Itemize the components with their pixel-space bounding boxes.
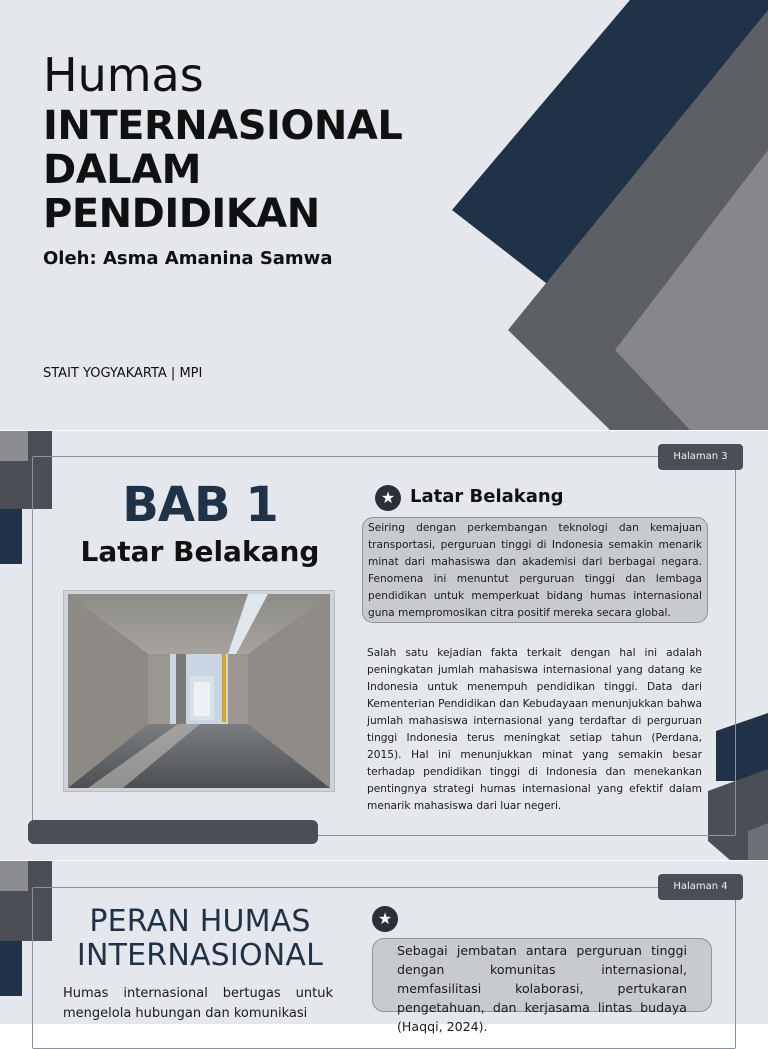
body-paragraph: Salah satu kejadian fakta terkait dengan hal ini adalah peningkatan jumlah mahasiswa internasional yang datang ke Indonesia untuk menempuh pendidikan tinggi. Data dari Kementerian Pendidikan dan Kebudayaan menunjukkan bahwa jumlah mahasiswa internasional yang terdaftar di perguruan tinggi Indonesia terus meningkat setiap tahun (Perdana, 2015). Hal ini menunjukkan minat yang semakin besar terhadap pendidikan tinggi di Indonesia dan menekankan pentingnya strategi humas internasional yang efektif dalam menarik mahasiswa dari luar negeri. — [367, 647, 702, 812]
cover-title — [43, 104, 402, 236]
bottom-bar — [28, 820, 318, 844]
chapter-number: BAB 1 — [122, 477, 278, 533]
page-label: Halaman 3 — [658, 444, 743, 470]
corner-square-navy — [0, 509, 22, 564]
star-icon: ★ — [372, 906, 398, 932]
corridor-image — [68, 594, 330, 788]
page-label: Halaman 4 — [658, 874, 743, 900]
section-heading: Latar Belakang — [410, 486, 564, 507]
highlight-box: Sebagai jembatan antara perguruan tinggi dengan komunitas internasional, memfasilitasi kolaborasi, pertukaran pengetahuan, dan kerjasama lintas budaya (Haqqi, 2024). — [372, 938, 712, 1012]
corner-square-navy — [0, 941, 22, 996]
corridor-photo — [63, 590, 335, 792]
corner-square-light — [0, 861, 28, 891]
cover-subtitle: Humas — [43, 48, 204, 102]
cover-page — [0, 0, 768, 430]
section-title — [60, 905, 340, 973]
cover-author: Oleh: Asma Amanina Samwa — [43, 248, 333, 269]
chapter-title: Latar Belakang — [80, 535, 320, 568]
star-icon: ★ — [375, 485, 401, 511]
cover-title-line: INTERNASIONAL — [43, 103, 403, 149]
section-title-line: INTERNASIONAL — [76, 938, 324, 973]
cover-title-line: PENDIDIKAN — [43, 191, 320, 237]
cover-title-line: DALAM — [43, 147, 201, 193]
corner-square-light — [0, 431, 28, 461]
section-title-line: PERAN HUMAS — [89, 904, 311, 939]
highlight-box: Seiring dengan perkembangan teknologi dan kemajuan transportasi, perguruan tinggi di Indonesia semakin menarik minat dari mahasiswa dan akademisi dari berbagai negara. Fenomena ini menuntut perguruan tinggi dan lembaga pendidikan untuk memperkuat bidang humas internasional guna mempromosikan citra positif mereka secara global. — [362, 517, 708, 623]
body-paragraph: Humas internasional bertugas untuk mengelola hubungan dan komunikasi — [63, 986, 333, 1021]
cover-institution: STAIT YOGYAKARTA | MPI — [43, 366, 203, 381]
